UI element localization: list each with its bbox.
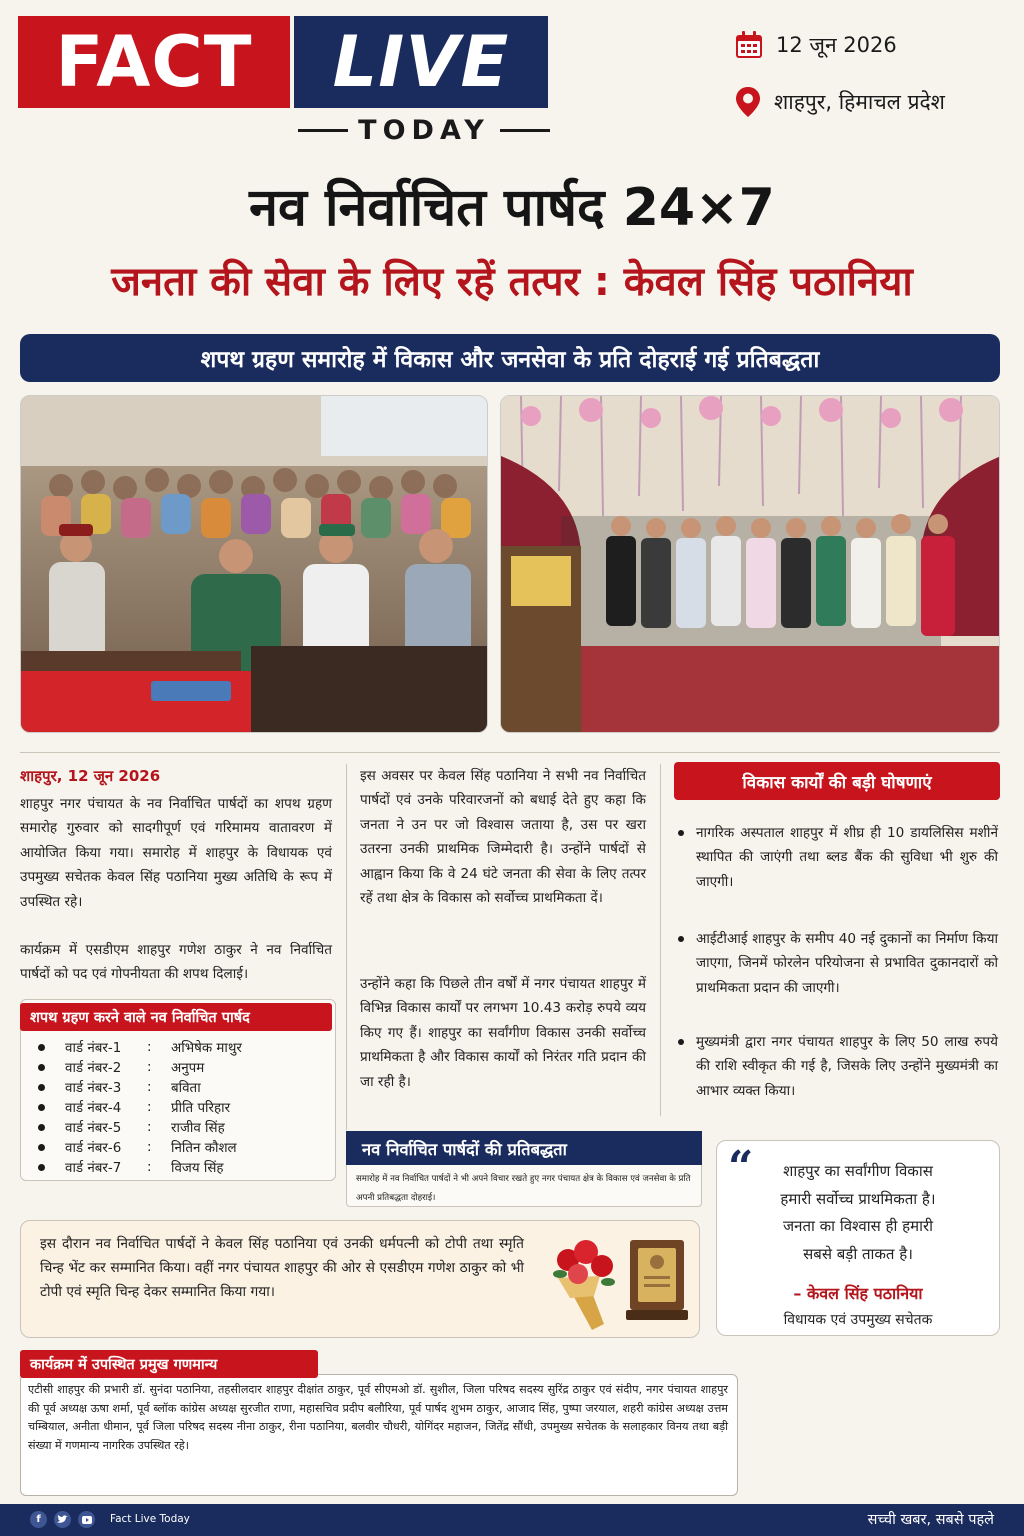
ward-number: वार्ड नंबर-1 <box>65 1041 122 1056</box>
photo-stage <box>500 395 1000 733</box>
ward-row <box>34 1157 334 1177</box>
column-divider-2 <box>660 764 661 1116</box>
quote-author: – केवल सिंह पठानिया <box>793 1284 923 1303</box>
logo-rule-left <box>298 129 348 132</box>
ward-separator: : <box>147 1119 152 1135</box>
dignitaries-text: एटीसी शाहपुर की प्रभारी डॉ. सुनंदा पठानिया, तहसीलदार शाहपुर दीक्षांत ठाकुर, पूर्व सीएमओ डॉ. सुशील, जिला परिषद सदस्य सुरिंद्र ठाकुर एवं संदीप, नगर पंचायत शाहपुर की पूर्व अध्यक्ष ऊषा शर्मा, पूर्व ब्लॉक कांग्रेस अध्यक्ष सुरजीत राणा, महासचिव प्रदीप बलौरिया, पूर्व पार्षद शुभम ठाकुर, आजाद सिंह, पुष्पा जरयाल, शहरी कांग्रेस अध्यक्ष उत्तम चम्बियाल, अनीता धीमान, पूर्व जिला परिषद सदस्य नीना ठाकुर, रीना पठानिया, बलवीर चौधरी, योगिंदर महाजन, जितेंद्र सौंधी, उपमुख्य सचेतक के सलाहकार विनय तथा बड़ी संख्या में गणमान्य नागरिक उपस्थित रहे। <box>28 1383 728 1452</box>
story-dateline: शाहपुर, 12 जून 2026 <box>20 767 161 785</box>
ward-separator: : <box>147 1099 152 1115</box>
audience-photo-illustration <box>21 396 488 733</box>
headline-sub: जनता की सेवा के लिए रहें तत्पर : केवल सिंह पठानिया <box>111 259 913 305</box>
footer-brand: Fact Live Today <box>110 1513 190 1525</box>
ward-row <box>34 1077 334 1097</box>
bullet-icon <box>38 1064 45 1071</box>
ward-number: वार्ड नंबर-7 <box>65 1161 122 1176</box>
divider-top <box>20 752 1000 753</box>
facebook-icon[interactable]: f <box>30 1511 47 1528</box>
ward-separator: : <box>147 1139 152 1155</box>
issue-date <box>734 30 897 60</box>
footer-slogan: सच्ची खबर, सबसे पहले <box>867 1512 994 1528</box>
bullet-icon <box>38 1124 45 1131</box>
ward-number: वार्ड नंबर-2 <box>65 1061 122 1076</box>
bullet-icon <box>38 1104 45 1111</box>
issue-location <box>734 86 945 118</box>
story-paragraph-3: इस अवसर पर केवल सिंह पठानिया ने सभी नव निर्वाचित पार्षदों एवं उनके परिवारजनों को बधाई देते हुए कहा कि जनता ने उन पर जो विश्वास जताया है, उस पर खरा उतरना उनकी प्राथमिक जिम्मेदारी है। उन्होंने पार्षदों से आह्वान किया कि वे 24 घंटे जनता की सेवा के लिए तत्पर रहें तथा क्षेत्र के विकास को सर्वोच्च प्राथमिकता दें। <box>360 768 646 907</box>
bouquet-trophy-icon <box>548 1226 696 1334</box>
ward-list <box>34 1037 334 1177</box>
announcements-title: विकास कार्यों की बड़ी घोषणाएं <box>674 762 1000 800</box>
ward-councillor-name: अनुपम <box>171 1061 205 1076</box>
ward-number: वार्ड नंबर-4 <box>65 1101 122 1116</box>
location-pin-icon <box>734 86 762 118</box>
quote-text <box>758 1158 958 1268</box>
ward-councillor-name: अभिषेक माथुर <box>171 1041 242 1056</box>
story-paragraph-2: कार्यक्रम में एसडीएम शाहपुर गणेश ठाकुर ने नव निर्वाचित पार्षदों को पद एवं गोपनीयता की शपथ दिलाई। <box>20 942 332 983</box>
calendar-icon <box>734 30 764 60</box>
ward-councillor-name: प्रीति परिहार <box>171 1101 231 1116</box>
bullet-icon <box>38 1084 45 1091</box>
quote-author-role: विधायक एवं उपमुख्य सचेतक <box>783 1312 933 1328</box>
logo-live: LIVE <box>294 16 548 108</box>
bullet-icon <box>678 830 684 836</box>
ward-number: वार्ड नंबर-5 <box>65 1121 122 1136</box>
ward-separator: : <box>147 1039 152 1055</box>
column-divider-1 <box>346 764 347 1130</box>
announcement-text: नागरिक अस्पताल शाहपुर में शीघ्र ही 10 डायलिसिस मशीनें स्थापित की जाएंगी तथा ब्लड बैंक की सुविधा भी शुरु की जाएगी। <box>696 825 998 890</box>
ward-councillor-name: राजीव सिंह <box>171 1121 225 1136</box>
headline-banner: शपथ ग्रहण समारोह में विकास और जनसेवा के प्रति दोहराई गई प्रतिबद्धता <box>20 334 1000 382</box>
bullet-icon <box>38 1044 45 1051</box>
ward-row <box>34 1117 334 1137</box>
announcement-item <box>676 821 998 894</box>
ward-councillor-name: विजय सिंह <box>171 1161 224 1176</box>
ward-number: वार्ड नंबर-3 <box>65 1081 122 1096</box>
ward-row <box>34 1137 334 1157</box>
ward-councillor-name: बविता <box>171 1081 201 1096</box>
quote-mark-icon: “ <box>728 1142 754 1193</box>
twitter-icon[interactable] <box>54 1511 71 1528</box>
ward-row <box>34 1057 334 1077</box>
quote-line: शाहपुर का सर्वांगीण विकास <box>783 1162 933 1180</box>
stage-photo-illustration <box>501 396 1000 733</box>
ward-councillor-name: नितिन कौशल <box>171 1141 237 1156</box>
bullet-icon <box>678 1039 684 1045</box>
honor-text: इस दौरान नव निर्वाचित पार्षदों ने केवल सिंह पठानिया एवं उनकी धर्मपत्नी को टोपी तथा स्मृति चिन्ह भेंट कर सम्मानित किया। वहीं नगर पंचायत शाहपुर की ओर से एसडीएम गणेश ठाकुर को भी टोपी एवं स्मृति चिन्ह देकर सम्मानित किया गया। <box>40 1236 524 1300</box>
headline-main: नव निर्वाचित पार्षद 24×7 <box>249 178 775 238</box>
ward-row <box>34 1037 334 1057</box>
bullet-icon <box>38 1144 45 1151</box>
ward-row <box>34 1097 334 1117</box>
ward-separator: : <box>147 1159 152 1175</box>
announcement-item <box>676 1030 998 1103</box>
announcement-text: मुख्यमंत्री द्वारा नगर पंचायत शाहपुर के लिए 50 लाख रुपये की राशि स्वीकृत की गई है, जिसके लिए उन्होंने मुख्यमंत्री का आभार व्यक्त किया। <box>696 1034 998 1099</box>
youtube-icon[interactable] <box>78 1511 95 1528</box>
ward-separator: : <box>147 1059 152 1075</box>
logo-fact: FACT <box>18 16 290 108</box>
quote-line: हमारी सर्वोच्च प्राथमिकता है। <box>780 1189 936 1208</box>
commitment-text: समारोह में नव निर्वाचित पार्षदों ने भी अपने विचार रखते हुए नगर पंचायत क्षेत्र के विकास एवं जनसेवा के प्रति अपनी प्रतिबद्धता दोहराई। <box>356 1174 691 1203</box>
ward-number: वार्ड नंबर-6 <box>65 1141 122 1156</box>
quote-line: सबसे बड़ी ताकत है। <box>803 1244 913 1263</box>
dignitaries-title: कार्यक्रम में उपस्थित प्रमुख गणमान्य <box>20 1350 318 1378</box>
logo-today-text: TODAY <box>358 114 490 146</box>
logo-rule-right <box>500 129 550 132</box>
announcement-text: आईटीआई शाहपुर के समीप 40 नई दुकानों का निर्माण किया जाएगा, जिनमें फोरलेन परियोजना से प्रभावित दुकानदारों को प्राथमिकता प्रदान की जाएगी। <box>696 931 998 996</box>
issue-location-text: शाहपुर, हिमाचल प्रदेश <box>774 90 945 114</box>
logo-today <box>296 113 552 147</box>
bullet-icon <box>38 1164 45 1171</box>
commitment-title: नव निर्वाचित पार्षदों की प्रतिबद्धता <box>346 1131 702 1165</box>
announcement-item <box>676 927 998 1000</box>
story-paragraph-1: शाहपुर नगर पंचायत के नव निर्वाचित पार्षदों का शपथ ग्रहण समारोह गुरुवार को सादगीपूर्ण एवं गरिमामय वातावरण में आयोजित किया गया। समारोह में शाहपुर के विधायक एवं उपमुख्य सचेतक केवल सिंह पठानिया मुख्य अतिथि के रूप में उपस्थित रहे। <box>20 796 332 910</box>
story-paragraph-4: उन्होंने कहा कि पिछले तीन वर्षों में नगर पंचायत शाहपुर में विभिन्न विकास कार्यों पर लगभग 10.43 करोड़ रुपये व्यय किए गए हैं। शाहपुर का सर्वांगीण विकास उनकी सर्वोच्च प्राथमिकता है और विकास कार्यों को निरंतर गति प्रदान की जा रही है। <box>360 976 646 1090</box>
ward-separator: : <box>147 1079 152 1095</box>
issue-date-text: 12 जून 2026 <box>776 33 897 57</box>
photo-audience <box>20 395 488 733</box>
oath-list-title: शपथ ग्रहण करने वाले नव निर्वाचित पार्षद <box>20 1003 332 1031</box>
quote-line: जनता का विश्वास ही हमारी <box>782 1217 934 1235</box>
bullet-icon <box>678 936 684 942</box>
